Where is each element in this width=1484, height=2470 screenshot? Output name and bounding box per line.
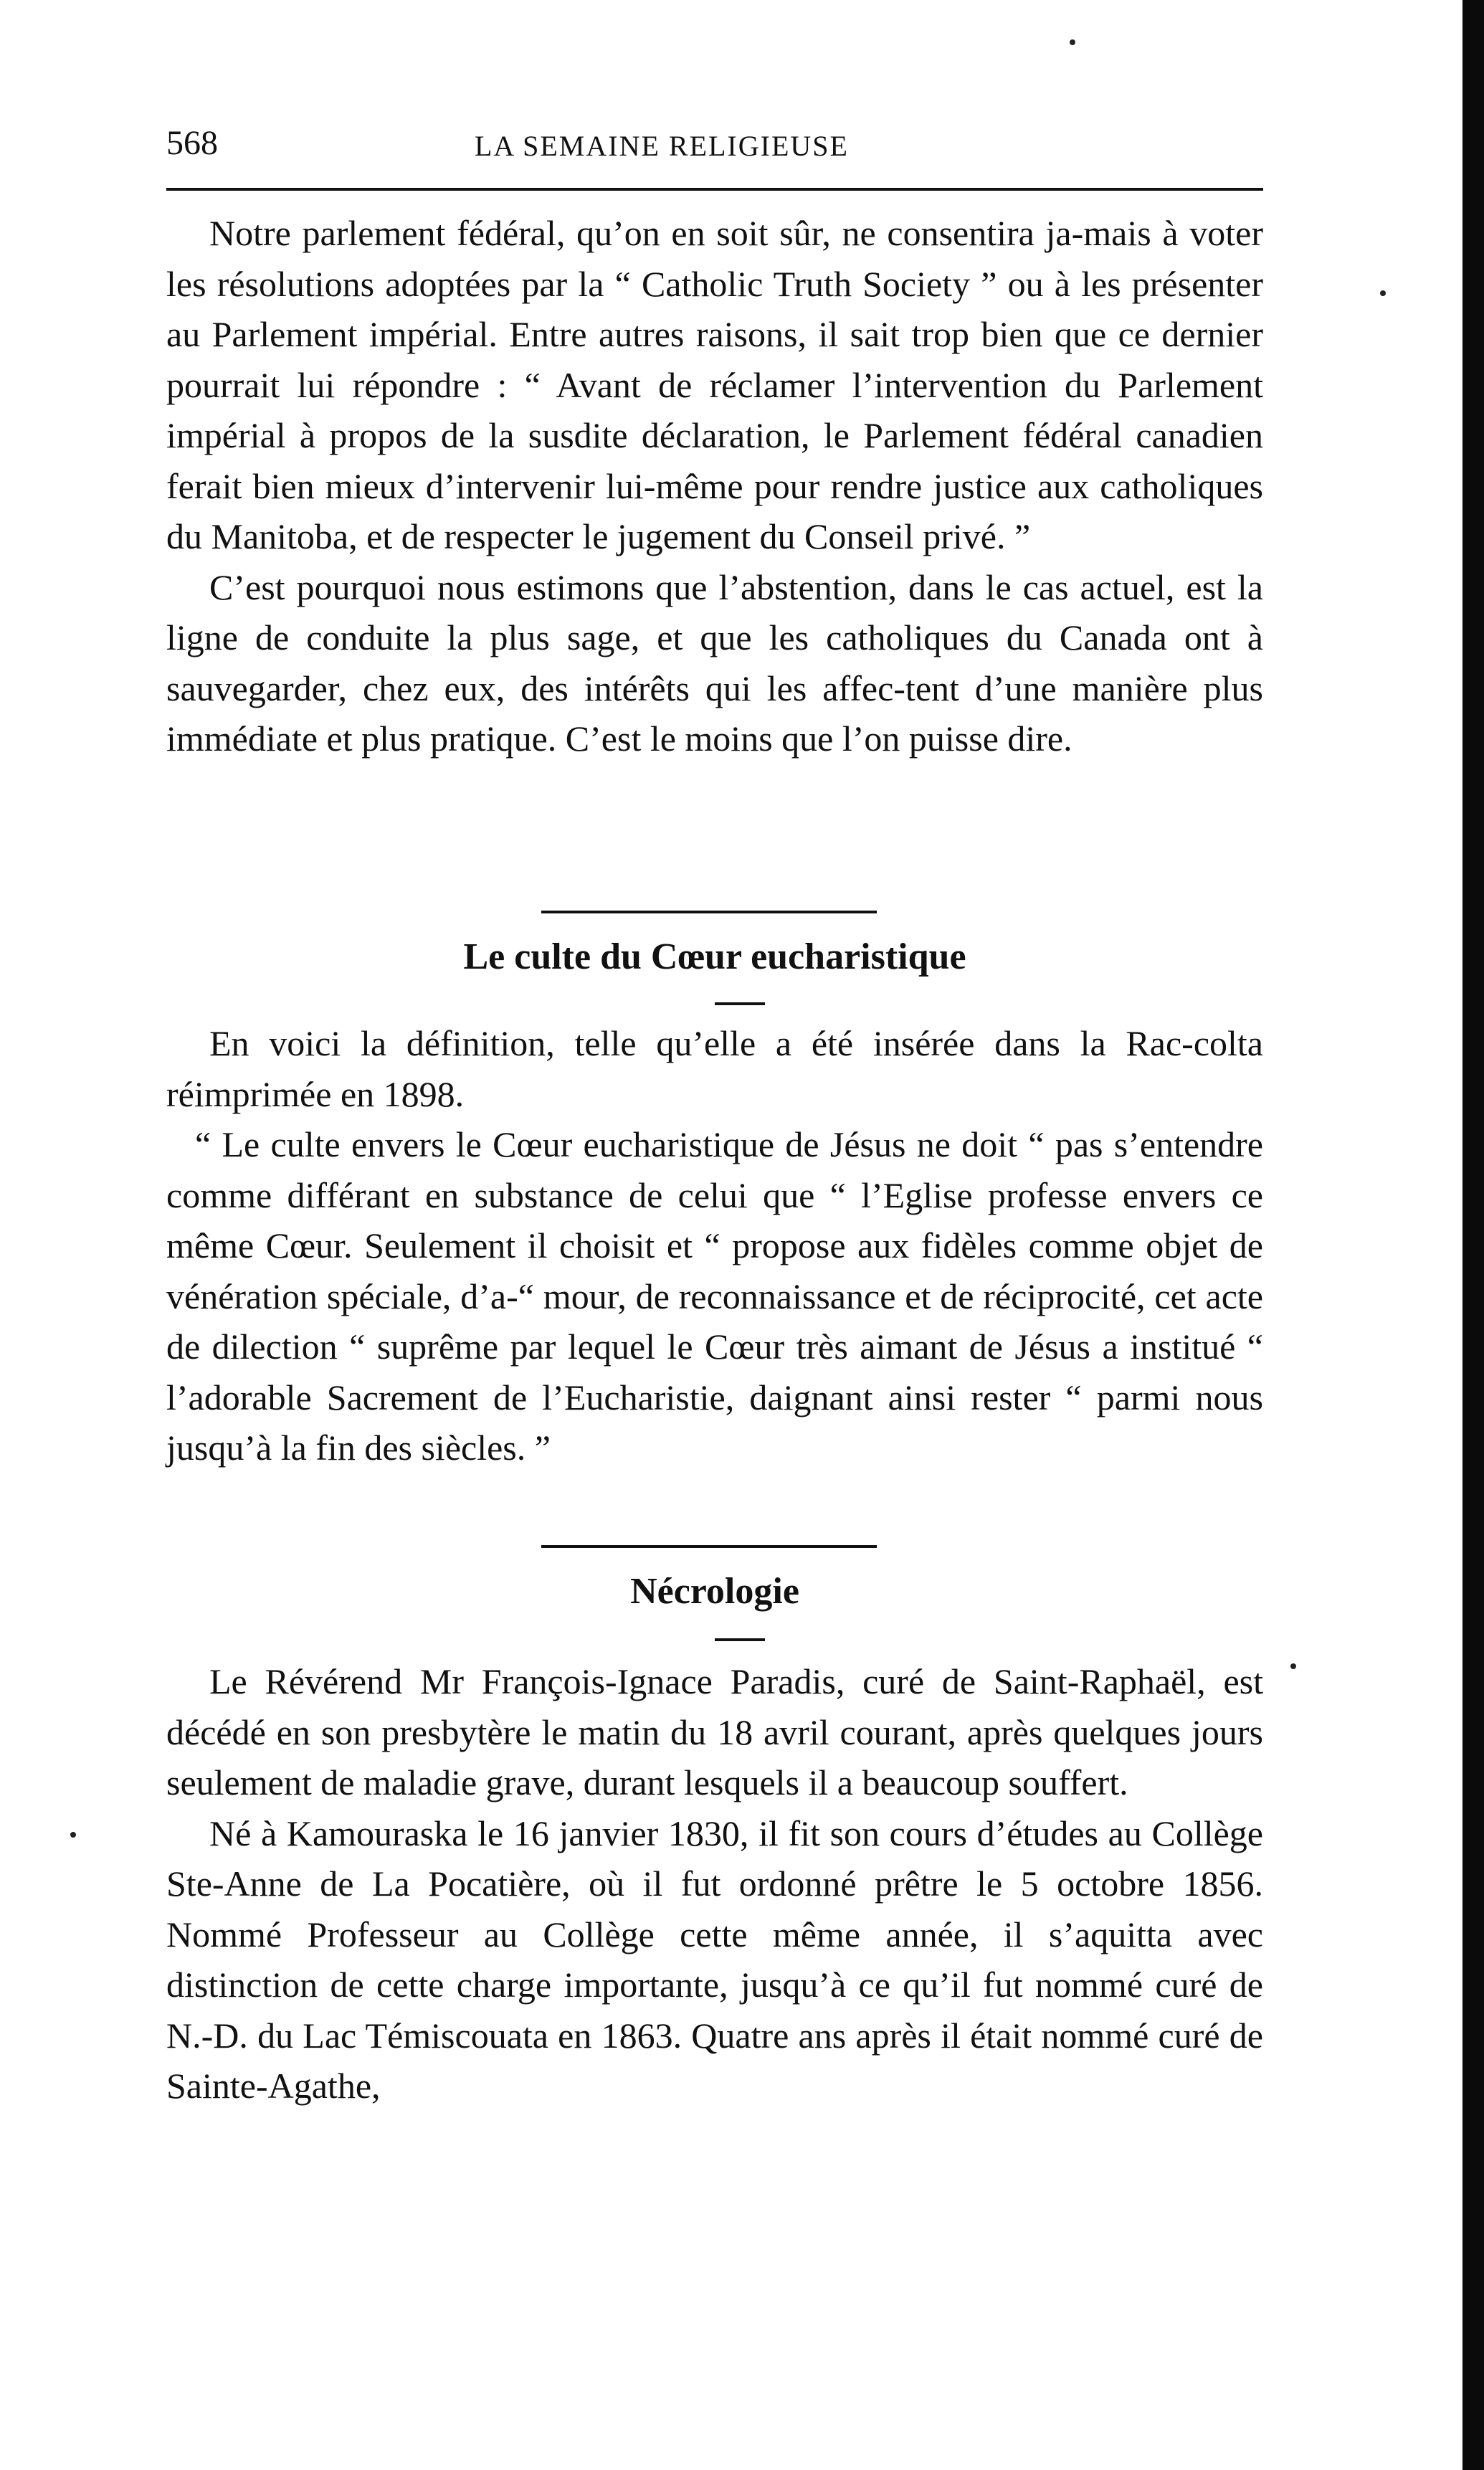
heading-short-rule — [715, 1638, 765, 1641]
quote-paragraph: “ Le culte envers le Cœur eucharistique de Jésus ne doit “ pas s’entendre comme différant en substance de celui que “ l’Eglise professe envers ce même Cœur. Seulement il choisit et “ propose aux fidèles comme objet de vénération spéciale, d’a-“ mour, de reconnaissance et de réciprocité, cet acte de dilection “ suprême par lequel le Cœur très aimant de Jésus a institué “ l’adorable Sacrement de l’Eucharistie, daignant ainsi rester “ parmi nous jusqu’à la fin des siècles. ” — [166, 1124, 1263, 1468]
scan-speck — [1290, 1663, 1296, 1669]
section-necrologie-body — [166, 1656, 1263, 2112]
intro-paragraph: En voici la définition, telle qu’elle a été insérée dans la Rac-colta réimprimée en 1898. — [166, 1023, 1263, 1114]
running-title: LA SEMAINE RELIGIEUSE — [475, 130, 849, 162]
header-rule — [166, 188, 1263, 191]
scan-speck — [70, 1832, 76, 1838]
scan-speck — [1070, 39, 1075, 45]
section-heading-culte: Le culte du Cœur eucharistique — [463, 936, 966, 977]
paragraph: Notre parlement fédéral, qu’on en soit sûr, ne consentira ja-mais à voter les résolutions adoptées par la “ Catholic Truth Society ” ou à les présenter au Parlement impérial. Entre autres raisons, il sait trop bien que ce dernier pourrait lui répondre : “ Avant de réclamer l’intervention du Parlement impérial à propos de la susdite déclaration, le Parlement fédéral canadien ferait bien mieux d’intervenir lui-même pour rendre justice aux catholiques du Manitoba, et de respecter le jugement du Conseil privé. ” — [166, 213, 1263, 556]
heading-short-rule — [715, 1002, 765, 1005]
continued-article — [166, 208, 1263, 764]
section-divider — [541, 1545, 877, 1548]
page-header — [166, 118, 1263, 168]
scan-speck — [1380, 290, 1386, 296]
section-culte-body — [166, 1018, 1263, 1473]
section-divider — [541, 911, 877, 913]
page-number: 568 — [166, 124, 218, 162]
section-heading-necrologie: Nécrologie — [630, 1571, 799, 1612]
paragraph: C’est pourquoi nous estimons que l’abstention, dans le cas actuel, est la ligne de conduite la plus sage, et que les catholiques du Canada ont à sauvegarder, chez eux, des intérêts qui les affec-tent d’une manière plus immédiate et plus pratique. C’est le moins que l’on puisse dire. — [166, 566, 1263, 759]
paragraph: Le Révérend Mr François-Ignace Paradis, curé de Saint-Raphaël, est décédé en son presbytère le matin du 18 avril courant, après quelques jours seulement de maladie grave, durant lesquels il a beaucoup souffert. — [166, 1661, 1263, 1802]
paragraph: Né à Kamouraska le 16 janvier 1830, il fit son cours d’études au Collège Ste-Anne de La Pocatière, où il fut ordonné prêtre le 5 octobre 1856. Nommé Professeur au Collège cette même année, il s’aquitta avec distinction de cette charge importante, jusqu’à ce qu’il fut nommé curé de N.-D. du Lac Témiscouata en 1863. Quatre ans après il était nommé curé de Sainte-Agathe, — [166, 1813, 1263, 2106]
scan-page-edge — [1462, 0, 1484, 2470]
